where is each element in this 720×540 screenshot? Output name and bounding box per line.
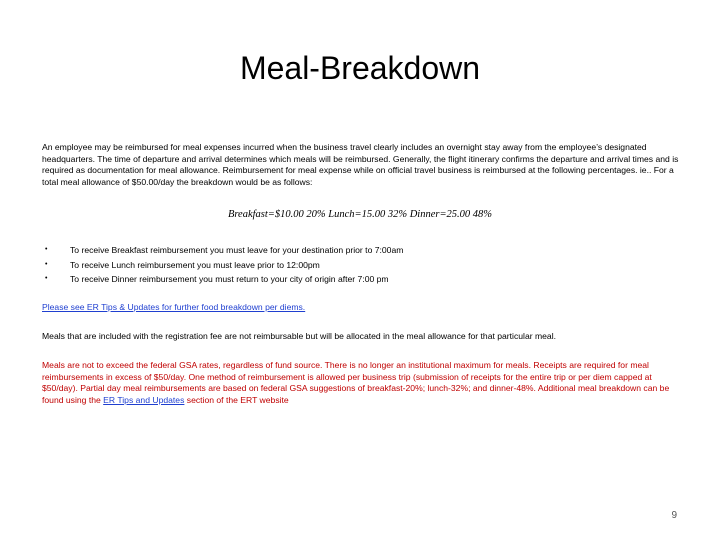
bullet-icon: • [45,260,48,268]
gsa-rates-text: Meals are not to exceed the federal GSA rates, regardless of fund source. There is no longer an institutional maximum for meals. Receipts are required for meal reimbursements in excess of $50/day. One method of reimbursement is allowed per business trip (submission of receipts for the entire trip or per diem capped at $50/day). Partial day meal reimbursements are based on federal GSA suggestions of breakfast-20%; lunch-32%; and dinner-48%. Additional meal breakdown can be found using the [42,360,670,405]
list-item [42,258,682,273]
list-item-text: To receive Dinner reimbursement you must return to your city of origin after 7:00 pm [70,274,389,284]
er-tips-and-updates-link[interactable]: ER Tips and Updates [103,394,185,405]
gsa-rates-suffix: section of the ERT website [184,394,289,405]
list-item-text: To receive Breakfast reimbursement you must leave for your destination prior to 7:00am [70,245,404,255]
bullet-icon: • [45,275,48,282]
list-item-text: To receive Lunch reimbursement you must leave prior to 12:00pm [70,259,320,270]
gsa-rates-note [42,360,682,406]
page-title: Meal-Breakdown [239,50,481,86]
intro-paragraph: An employee may be reimbursed for meal expenses incurred when the business travel clearly includes an overnight stay away from the employee’s designated headquarters. The time of departure and arrival determines which meals will be reimbursed. Generally, the flight itinerary confirms the departure and arrival times and is required as documentation for meal allowance. Reimbursement for meal expense while on official travel business is reimbursed at the following percentages. ie.. For a total meal allowance of $50.00/day the breakdown would be as follows: [42,142,679,187]
meal-breakdown-line: Breakfast=$10.00 20% Lunch=15.00 32% Dinner=25.00 48% [227,209,493,220]
page-number: 9 [671,510,677,521]
registration-meals-note: Meals that are included with the registration fee are not reimbursable but will be allocated in the meal allowance for that particular meal. [42,331,556,341]
list-item [42,243,682,258]
er-tips-link[interactable]: Please see ER Tips & Updates for further food breakdown per diems. [42,302,306,312]
list-item [42,272,682,287]
bullet-icon: • [45,246,48,253]
meal-rules-list [42,243,682,287]
